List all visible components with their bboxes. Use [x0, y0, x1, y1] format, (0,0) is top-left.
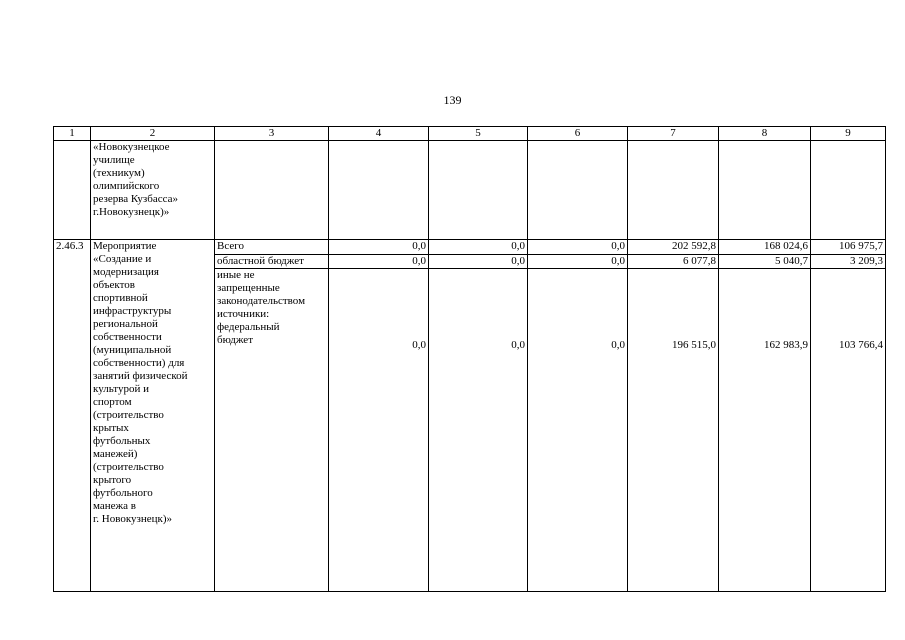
value-cell: 0,0	[429, 240, 528, 255]
page-number: 139	[443, 93, 462, 107]
table-cell	[429, 141, 528, 240]
table-cell	[215, 141, 329, 240]
value-cell: 103 766,4	[811, 269, 886, 592]
column-number: 9	[811, 127, 886, 141]
column-number: 8	[719, 127, 811, 141]
column-number: 1	[54, 127, 91, 141]
value-cell: 0,0	[329, 240, 429, 255]
funding-source: иные не запрещенные законодательством источники: федеральный бюджет	[215, 269, 329, 592]
value-cell: 0,0	[429, 255, 528, 269]
table-cell	[528, 141, 628, 240]
item-name: Мероприятие «Создание и модернизация объектов спортивной инфраструктуры региональной собственности (муниципальной собственности) для занятий физической культурой и спортом (строительство крытых футбольных манежей) (строительство крытого футбольного манежа в г. Новокузнецк)»	[91, 240, 215, 592]
table-cell	[329, 141, 429, 240]
value-cell: 0,0	[329, 255, 429, 269]
value-cell: 196 515,0	[628, 269, 719, 592]
value-cell: 0,0	[429, 269, 528, 592]
table-cell	[719, 141, 811, 240]
value-cell: 0,0	[528, 255, 628, 269]
column-number: 7	[628, 127, 719, 141]
item-code: 2.46.3	[54, 240, 91, 592]
table-row-total	[54, 240, 886, 255]
value-cell: 106 975,7	[811, 240, 886, 255]
value-cell: 6 077,8	[628, 255, 719, 269]
value-cell: 168 024,6	[719, 240, 811, 255]
table-cell	[628, 141, 719, 240]
value-cell: 0,0	[528, 240, 628, 255]
value-cell: 3 209,3	[811, 255, 886, 269]
value-cell: 162 983,9	[719, 269, 811, 592]
column-number-row	[54, 127, 886, 141]
budget-table	[53, 126, 886, 592]
column-number: 6	[528, 127, 628, 141]
value-cell: 202 592,8	[628, 240, 719, 255]
value-cell: 0,0	[329, 269, 429, 592]
column-number: 3	[215, 127, 329, 141]
table-cell	[811, 141, 886, 240]
column-number: 4	[329, 127, 429, 141]
value-cell: 5 040,7	[719, 255, 811, 269]
value-cell: 0,0	[528, 269, 628, 592]
column-number: 2	[91, 127, 215, 141]
funding-source: областной бюджет	[215, 255, 329, 269]
table-cell	[54, 141, 91, 240]
table-row	[54, 141, 886, 240]
funding-source: Всего	[215, 240, 329, 255]
column-number: 5	[429, 127, 528, 141]
prev-item-name: «Новокузнецкое училище (техникум) олимпийского резерва Кузбасса» г.Новокузнецк)»	[91, 141, 215, 240]
